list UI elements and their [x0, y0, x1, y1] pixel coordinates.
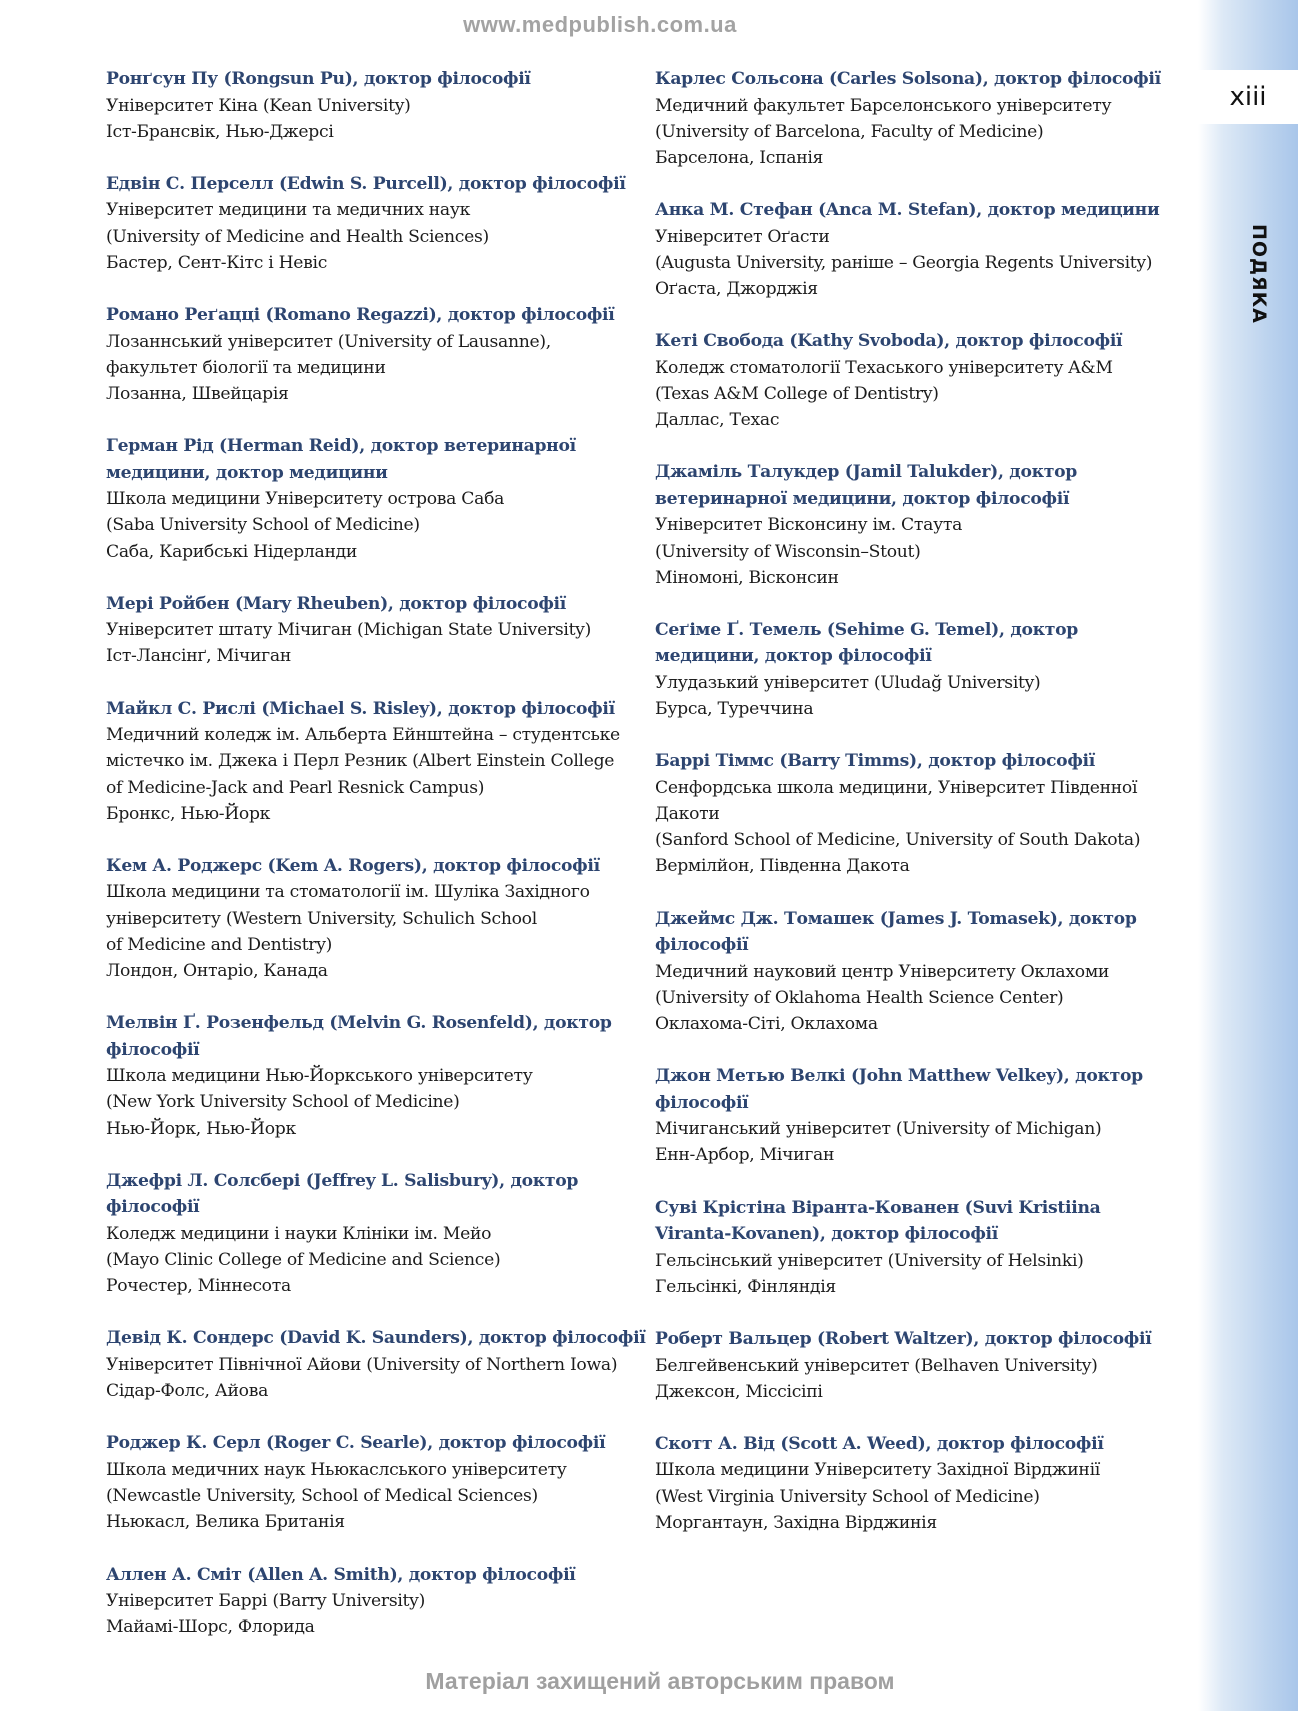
- affiliation-line: Гельсінкі, Фінляндія: [655, 1276, 836, 1297]
- contributor-name: Ронґсун Пу (Rongsun Pu), доктор філософії: [106, 69, 531, 89]
- affiliation-line: Майамі-Шорс, Флорида: [106, 1617, 315, 1638]
- affiliation-line: Улудазький університет (Uludağ University): [655, 672, 1041, 693]
- affiliation-line: Університет Північної Айови (University of Northern Iowa): [106, 1354, 618, 1375]
- affiliation-line: Лозанна, Швейцарія: [106, 383, 289, 404]
- affiliation-line: Школа медицини Університету острова Саба: [106, 489, 505, 510]
- acknowledgement-entry: [106, 696, 646, 827]
- affiliation-line: (New York University School of Medicine): [106, 1092, 460, 1113]
- acknowledgement-entry: [106, 1430, 646, 1535]
- affiliation-line: Університет штату Мічиган (Michigan State University): [106, 620, 591, 641]
- contributor-name: Кем А. Роджерс (Kem A. Rogers), доктор філософії: [106, 855, 600, 876]
- acknowledgement-entry: [106, 66, 646, 145]
- acknowledgement-entry: [655, 1063, 1175, 1168]
- acknowledgement-entry: [106, 171, 646, 276]
- contributor-name: Карлес Сольсона (Carles Solsona), доктор філософії: [655, 69, 1161, 89]
- acknowledgement-entry: [106, 853, 646, 984]
- acknowledgement-entry: [106, 1325, 646, 1404]
- contributor-name: Девід К. Сондерс (David K. Saunders), доктор філософії: [106, 1328, 646, 1349]
- affiliation-line: (University of Medicine and Health Sciences): [106, 226, 489, 247]
- affiliation-line: Бурса, Туреччина: [655, 699, 814, 720]
- acknowledgement-entry: [655, 1195, 1175, 1300]
- contributor-name: Едвін С. Перселл (Edwin S. Purcell), доктор філософії: [106, 173, 626, 194]
- affiliation-line: (University of Barcelona, Faculty of Medicine): [655, 121, 1044, 142]
- affiliation-line: факультет біології та медицини: [106, 357, 386, 378]
- acknowledgement-entry: [655, 617, 1175, 722]
- acknowledgement-entry: [655, 1326, 1175, 1405]
- acknowledgement-entry: [655, 328, 1175, 433]
- affiliation-line: Моргантаун, Західна Вірджинія: [655, 1512, 937, 1533]
- acknowledgement-entry: [655, 748, 1175, 879]
- affiliation-line: Рочестер, Міннесота: [106, 1276, 291, 1297]
- affiliation-line: Даллас, Техас: [655, 410, 780, 431]
- affiliation-line: Університет Вісконсину ім. Стаута: [655, 515, 963, 536]
- contributor-name: Майкл С. Рислі (Michael S. Risley), доктор філософії: [106, 698, 615, 719]
- contributor-name: Баррі Тіммс (Barry Timms), доктор філософії: [655, 751, 1095, 772]
- footer-watermark: Матеріал захищений авторським правом: [425, 1668, 895, 1694]
- contributor-name: Сеґіме Ґ. Темель (Sehime G. Temel), доктор медицини, доктор філософії: [655, 619, 1078, 667]
- contributor-name: Роберт Вальцер (Robert Waltzer), доктор філософії: [655, 1329, 1152, 1350]
- acknowledgement-entry: [106, 1168, 646, 1300]
- affiliation-line: Школа медицини Університету Західної Вірджинії: [655, 1460, 1100, 1481]
- contributor-name: Джаміль Талукдер (Jamil Talukder), доктор ветеринарної медицини, доктор філософії: [655, 462, 1077, 509]
- acknowledgement-entry: [655, 906, 1175, 1038]
- affiliation-line: Сідар-Фолс, Айова: [106, 1381, 269, 1402]
- affiliation-line: Дакоти: [655, 804, 720, 825]
- acknowledgement-entry: [106, 1562, 646, 1641]
- acknowledgement-entry: [106, 591, 646, 670]
- affiliation-line: Університет Кіна (Kean University): [106, 95, 411, 116]
- affiliation-line: Барселона, Іспанія: [655, 147, 824, 168]
- acknowledgement-entry: [106, 302, 646, 407]
- affiliation-line: (Sanford School of Medicine, University of South Dakota): [655, 830, 1141, 851]
- affiliation-line: Лондон, Онтаріо, Канада: [106, 961, 328, 982]
- affiliation-line: Лозаннський університет (University of Lausanne),: [106, 331, 551, 352]
- affiliation-line: Університет медицини та медичних наук: [106, 200, 471, 221]
- header-watermark: www.medpublish.com.ua: [463, 12, 737, 37]
- affiliation-line: містечко ім. Джека і Перл Резник (Albert Einstein College: [106, 751, 615, 772]
- affiliation-line: Саба, Карибські Нідерланди: [106, 541, 358, 562]
- left-column: [106, 66, 646, 1666]
- contributor-name: Кеті Свобода (Kathy Svoboda), доктор філософії: [655, 331, 1123, 352]
- affiliation-line: (Mayo Clinic College of Medicine and Science): [106, 1250, 501, 1271]
- contributor-name: Джефрі Л. Солсбері (Jeffrey L. Salisbury), доктор філософії: [106, 1170, 579, 1218]
- affiliation-line: Університет Оґасти: [655, 226, 830, 247]
- affiliation-line: Оґаста, Джорджія: [655, 279, 818, 300]
- affiliation-line: Бронкс, Нью-Йорк: [106, 803, 271, 824]
- affiliation-line: Коледж стоматології Техаського університету A&M: [655, 357, 1113, 378]
- contributor-name: Джон Метью Велкі (John Matthew Velkey), доктор філософії: [655, 1066, 1143, 1113]
- affiliation-line: (University of Wisconsin–Stout): [655, 541, 921, 562]
- right-column: [655, 66, 1175, 1562]
- affiliation-line: Школа медичних наук Ньюкаслського університету: [106, 1459, 567, 1480]
- affiliation-line: Міномоні, Вісконсин: [655, 567, 839, 588]
- affiliation-line: Бастер, Сент-Кітс і Невіс: [106, 252, 328, 273]
- affiliation-line: Джексон, Міссісіпі: [655, 1381, 823, 1402]
- affiliation-line: Оклахома-Сіті, Оклахома: [655, 1014, 878, 1035]
- affiliation-line: Коледж медицини і науки Клініки ім. Мейо: [106, 1223, 492, 1244]
- affiliation-line: (Newcastle University, School of Medical Sciences): [106, 1486, 538, 1507]
- affiliation-line: Медичний науковий центр Університету Оклахоми: [655, 961, 1110, 982]
- acknowledgement-entry: [655, 1431, 1175, 1536]
- affiliation-line: Ньюкасл, Велика Британія: [106, 1512, 345, 1533]
- acknowledgement-entry: [655, 459, 1175, 591]
- affiliation-line: Мічиганський університет (University of Michigan): [655, 1119, 1102, 1140]
- affiliation-line: університету (Western University, Schulich School: [106, 908, 537, 929]
- affiliation-line: of Medicine and Dentistry): [106, 934, 333, 955]
- affiliation-line: Медичний факультет Барселонського університету: [655, 95, 1112, 116]
- affiliation-line: Медичний коледж ім. Альберта Ейнштейна – студентське: [106, 725, 620, 746]
- affiliation-line: (Texas A&M College of Dentistry): [655, 383, 939, 404]
- contributor-name: Герман Рід (Herman Reid), доктор ветеринарної медицини, доктор медицини: [106, 436, 576, 483]
- affiliation-line: Іст-Лансінґ, Мічиган: [106, 646, 291, 667]
- section-label: ПОДЯКА: [1248, 224, 1270, 324]
- affiliation-line: Університет Баррі (Barry University): [106, 1591, 425, 1611]
- affiliation-line: (University of Oklahoma Health Science Center): [655, 987, 1064, 1008]
- acknowledgement-entry: [106, 1010, 646, 1142]
- page-number: xiii: [1198, 70, 1298, 124]
- contributor-name: Скотт А. Від (Scott A. Weed), доктор філософії: [655, 1433, 1104, 1454]
- affiliation-line: Школа медицини Нью-Йоркського університету: [106, 1066, 533, 1087]
- contributor-name: Роджер К. Серл (Roger C. Searle), доктор філософії: [106, 1433, 606, 1454]
- contributor-name: Мелвін Ґ. Розенфельд (Melvin G. Rosenfeld), доктор філософії: [106, 1013, 612, 1060]
- affiliation-line: Іст-Бpансвік, Нью-Джерсі: [106, 121, 334, 142]
- contributor-name: Мері Ройбен (Mary Rheuben), доктор філософії: [106, 593, 567, 614]
- affiliation-line: Енн-Арбор, Мічиган: [655, 1145, 835, 1166]
- affiliation-line: (Saba University School of Medicine): [106, 515, 420, 536]
- affiliation-line: Гельсінський університет (University of Helsinki): [655, 1250, 1084, 1271]
- affiliation-line: Школа медицини та стоматології ім. Шуліка Західного: [106, 882, 590, 903]
- acknowledgement-entry: [655, 66, 1175, 171]
- affiliation-line: of Medicine-Jack and Pearl Resnick Campus): [106, 777, 485, 798]
- acknowledgement-entry: [655, 197, 1175, 302]
- affiliation-line: (Augusta University, раніше – Georgia Regents University): [655, 252, 1153, 273]
- acknowledgement-entry: [106, 433, 646, 565]
- affiliation-line: (West Virginia University School of Medicine): [655, 1486, 1040, 1507]
- affiliation-line: Вермілйон, Південна Дакота: [655, 856, 910, 877]
- affiliation-line: Сенфордська школа медицини, Університет Південної: [655, 777, 1138, 798]
- affiliation-line: Нью-Йорк, Нью-Йорк: [106, 1118, 296, 1139]
- contributor-name: Аллен А. Сміт (Allen A. Smith), доктор філософії: [106, 1564, 576, 1585]
- affiliation-line: Белгейвенський університет (Belhaven University): [655, 1355, 1098, 1376]
- contributor-name: Суві Крістіна Віранта-Кованен (Suvi Kristiina Viranta-Kovanen), доктор філософії: [655, 1197, 1101, 1245]
- contributor-name: Джеймс Дж. Томашек (James J. Tomasek), доктор філософії: [655, 908, 1137, 956]
- contributor-name: Романо Реґацці (Romano Regazzi), доктор філософії: [106, 305, 615, 326]
- contributor-name: Анка М. Стефан (Anca M. Stefan), доктор медицини: [655, 200, 1160, 221]
